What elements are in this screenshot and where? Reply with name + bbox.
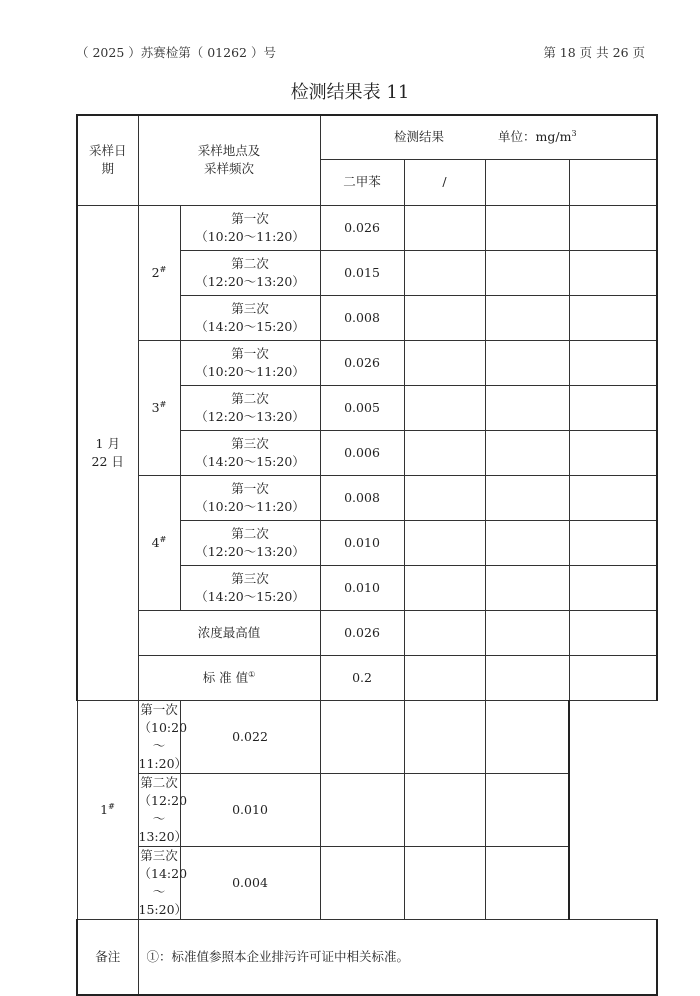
- empty-cell: [320, 773, 404, 846]
- empty-cell: [569, 475, 657, 520]
- date-cell: 1 月 22 日: [77, 205, 138, 700]
- frequency-cell: 第三次 （14:20～15:20）: [138, 846, 180, 919]
- max-value: 0.026: [320, 610, 404, 655]
- empty-cell: [404, 340, 485, 385]
- results-label: 检测结果: [394, 129, 445, 145]
- value-cell: 0.015: [320, 250, 404, 295]
- empty-cell: [569, 610, 657, 655]
- empty-cell: [485, 385, 569, 430]
- value-cell: 0.008: [320, 295, 404, 340]
- empty-cell: [569, 385, 657, 430]
- empty-cell: [404, 430, 485, 475]
- report-number: （ 2025 ）苏赛检第（ 01262 ）号: [76, 45, 276, 60]
- empty-cell: [485, 846, 569, 919]
- empty-cell: [404, 773, 485, 846]
- header-empty: [569, 159, 657, 205]
- unit-label: 单位：$mg/m^3$: [498, 129, 577, 145]
- empty-cell: [404, 520, 485, 565]
- standard-label: 标 准 值①: [138, 655, 320, 700]
- empty-cell: [485, 250, 569, 295]
- header-slash: /: [404, 159, 485, 205]
- empty-cell: [569, 565, 657, 610]
- empty-cell: [485, 610, 569, 655]
- frequency-cell: 第一次 （10:20～11:20）: [138, 700, 180, 773]
- page-title: 检测结果表 11: [290, 82, 410, 103]
- empty-cell: [569, 655, 657, 700]
- empty-cell: [485, 340, 569, 385]
- standard-value: 0.2: [320, 655, 404, 700]
- header-sampling-location: 采样地点及 采样频次: [138, 115, 320, 205]
- point-label: 3#: [138, 340, 180, 475]
- empty-cell: [320, 846, 404, 919]
- empty-cell: [404, 385, 485, 430]
- frequency-cell: 第二次 （12:20～13:20）: [138, 773, 180, 846]
- empty-cell: [404, 475, 485, 520]
- header-results: [320, 115, 657, 159]
- empty-cell: [404, 205, 485, 250]
- frequency-cell: 第二次 （12:20～13:20）: [180, 250, 320, 295]
- empty-cell: [404, 250, 485, 295]
- empty-cell: [569, 205, 657, 250]
- value-cell: 0.006: [320, 430, 404, 475]
- empty-cell: [485, 520, 569, 565]
- value-cell: 0.026: [320, 205, 404, 250]
- empty-cell: [485, 295, 569, 340]
- frequency-cell: 第三次 （14:20～15:20）: [180, 565, 320, 610]
- empty-cell: [404, 610, 485, 655]
- value-cell: 0.005: [320, 385, 404, 430]
- empty-cell: [404, 846, 485, 919]
- empty-cell: [569, 340, 657, 385]
- frequency-cell: 第三次 （14:20～15:20）: [180, 295, 320, 340]
- remark-label: 备注: [77, 919, 138, 995]
- empty-cell: [485, 700, 569, 773]
- empty-cell: [485, 475, 569, 520]
- empty-cell: [569, 520, 657, 565]
- empty-cell: [404, 655, 485, 700]
- remark-text: ①：标准值参照本企业排污许可证中相关标准。: [138, 919, 657, 995]
- page-info: 第 18 页 共 26 页: [543, 45, 645, 60]
- empty-cell: [485, 430, 569, 475]
- frequency-cell: 第二次 （12:20～13:20）: [180, 385, 320, 430]
- frequency-cell: 第三次 （14:20～15:20）: [180, 430, 320, 475]
- empty-cell: [569, 295, 657, 340]
- frequency-cell: 第一次 （10:20～11:20）: [180, 475, 320, 520]
- empty-cell: [404, 295, 485, 340]
- value-cell: 0.010: [320, 565, 404, 610]
- frequency-cell: 第一次 （10:20～11:20）: [180, 205, 320, 250]
- value-cell: 0.026: [320, 340, 404, 385]
- empty-cell: [569, 250, 657, 295]
- empty-cell: [485, 655, 569, 700]
- value-cell: 0.010: [320, 520, 404, 565]
- frequency-cell: 第二次 （12:20～13:20）: [180, 520, 320, 565]
- frequency-cell: 第一次 （10:20～11:20）: [180, 340, 320, 385]
- empty-cell: [485, 773, 569, 846]
- point-label: 2#: [138, 205, 180, 340]
- results-table: [76, 114, 658, 996]
- value-cell: 0.008: [320, 475, 404, 520]
- header-analyte: 二甲苯: [320, 159, 404, 205]
- value-cell: 0.022: [180, 700, 320, 773]
- header-empty: [485, 159, 569, 205]
- empty-cell: [485, 205, 569, 250]
- point-label: 4#: [138, 475, 180, 610]
- empty-cell: [404, 700, 485, 773]
- empty-cell: [404, 565, 485, 610]
- empty-cell: [569, 430, 657, 475]
- header-sampling-date: 采样日 期: [77, 115, 138, 205]
- empty-cell: [320, 700, 404, 773]
- value-cell: 0.004: [180, 846, 320, 919]
- empty-cell: [485, 565, 569, 610]
- max-label: 浓度最高值: [138, 610, 320, 655]
- point-label: 1#: [77, 700, 138, 919]
- value-cell: 0.010: [180, 773, 320, 846]
